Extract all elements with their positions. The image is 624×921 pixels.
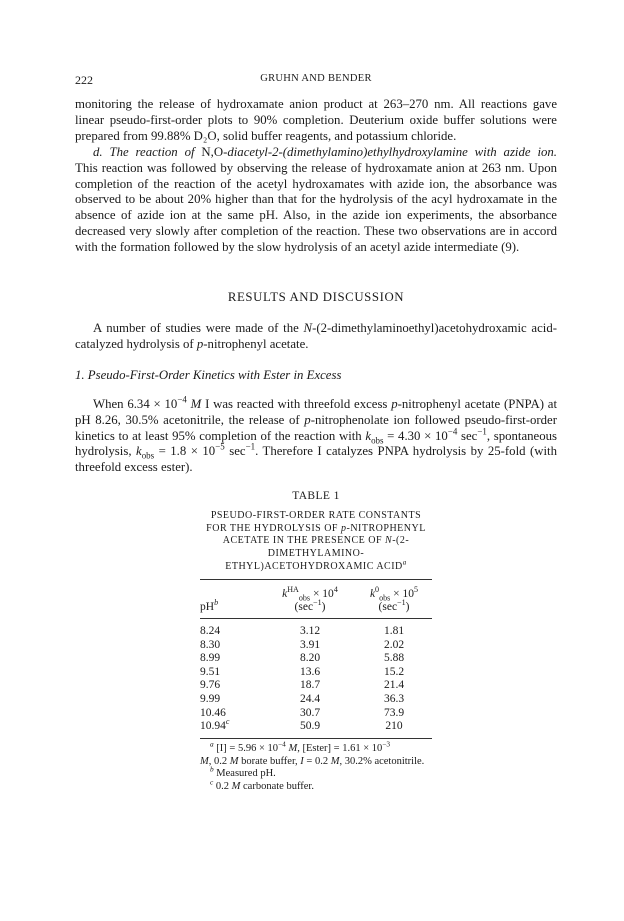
- column-header-text: pH: [200, 601, 215, 614]
- running-head: GRUHN AND BENDER: [260, 73, 372, 84]
- footnote-run: 0.2: [213, 781, 232, 793]
- footnote-run: borate buffer,: [238, 755, 301, 767]
- italic-run: p: [304, 412, 311, 427]
- table-row: [200, 717, 432, 734]
- multiplier: × 10: [310, 588, 334, 601]
- superscript: 0: [375, 585, 380, 595]
- subscript: obs: [141, 450, 155, 461]
- footnote-run: Measured pH.: [213, 768, 276, 780]
- text-run: . Therefore I catalyzes PNPA hydrolysis by 25-fold (with threefold excess ester).: [75, 444, 558, 475]
- table-title: TABLE 1: [292, 490, 340, 503]
- table-body: [200, 619, 432, 738]
- text-run: -nitrophenyl acetate.: [203, 336, 309, 351]
- cell-k0: 210: [385, 720, 403, 733]
- text-run: = 4.30 × 10: [383, 428, 448, 443]
- paragraph-intro: [75, 321, 557, 353]
- table-row: [200, 639, 432, 653]
- cell-k0: 2.02: [383, 638, 405, 651]
- cell-k0: 1.81: [383, 625, 405, 638]
- footnote-marker: c: [225, 717, 230, 727]
- paragraph-methods-end: monitoring the release of hydroxamate anion product at 263–270 nm. All reactions gave linear pseudo-first-order plots to 90% completion. Deuterium oxide buffer solutions were prepared from 99.88% D₂O, solid buffer reagents, and potassium chloride.: [75, 97, 557, 143]
- cell-ph: 8.30: [200, 638, 221, 651]
- cell-ph: 9.51: [200, 665, 221, 678]
- exponent: −3: [382, 739, 391, 749]
- cell-kha: 8.20: [299, 652, 321, 665]
- exponent: −1: [245, 442, 256, 453]
- table-row: [200, 707, 432, 721]
- italic-run: p: [196, 336, 204, 351]
- caption-run: PSEUDO-FIRST-ORDER RATE CONSTANTS FOR THE HYDROLYSIS OF: [206, 510, 422, 534]
- page-header: [75, 73, 557, 89]
- exponent: 5: [414, 585, 419, 595]
- cell-ph: 8.99: [200, 652, 221, 665]
- text-run: -nitrophenolate ion followed pseudo-first-order kinetics to at least 95% completion of the reaction with: [75, 412, 557, 443]
- cell-kha: 3.12: [299, 625, 321, 638]
- footnote-italic: M: [200, 755, 209, 767]
- table-caption: [200, 510, 432, 573]
- unit-text: ): [405, 601, 410, 614]
- footnote-run: carbonate buffer.: [240, 781, 314, 793]
- rate-constants-table: [200, 579, 432, 794]
- table-bottom-rule: [200, 738, 432, 739]
- footnote-run: , 0.2: [208, 755, 230, 767]
- exponent: −4: [177, 394, 187, 405]
- unit-text: ): [321, 601, 326, 614]
- cell-k0: 36.3: [383, 693, 405, 706]
- unit-text: (sec: [294, 601, 314, 614]
- cell-kha: 50.9: [299, 720, 321, 733]
- cell-kha: 24.4: [299, 693, 321, 706]
- cell-k0: 73.9: [383, 706, 405, 719]
- footnote-marker: c: [210, 777, 214, 787]
- cell-ph: 10.46: [200, 706, 226, 719]
- method-label: d. The reaction of: [93, 144, 202, 159]
- symbol-k: k: [369, 588, 376, 601]
- exponent: −1: [477, 426, 487, 437]
- subsection-heading: [75, 368, 557, 384]
- table-row: [200, 625, 432, 639]
- footnote-italic: M: [231, 781, 241, 793]
- superscript: HA: [287, 585, 299, 595]
- text-run: -(2-dimethylaminoethyl)acetohydroxamic acid-catalyzed hydrolysis of: [75, 320, 558, 351]
- text-run: = 1.8 × 10: [154, 444, 216, 459]
- footnote-run: , 30.2% acetonitrile.: [339, 755, 425, 767]
- column-header-symbol: [356, 585, 432, 603]
- footnote-marker: b: [210, 764, 214, 774]
- exponent: −1: [313, 598, 322, 608]
- symbol-k: k: [282, 588, 288, 601]
- caption-italic: p: [341, 522, 347, 534]
- exponent: −1: [397, 598, 406, 608]
- table-footnotes: [200, 739, 432, 794]
- footnote-b: [200, 764, 432, 781]
- caption-run: -NITROPHENYL ACETATE IN THE PRESENCE OF: [222, 522, 426, 547]
- footnote-italic: I: [300, 755, 304, 767]
- cell-kha: 18.7: [299, 679, 321, 692]
- cell-ph: 8.24: [200, 625, 221, 638]
- text-run: -nitrophenyl acetate (PNPA) at pH 8.26, 30.5% acetonitrile, the release of: [75, 396, 558, 427]
- exponent: −4: [278, 739, 286, 749]
- italic-run: N: [303, 320, 313, 335]
- caption-run: -(2-DIMETHYLAMINO-ETHYL)ACETOHYDROXAMIC ACID: [225, 535, 410, 572]
- italic-run: k: [136, 444, 142, 459]
- table-row: [200, 693, 432, 707]
- method-label-rest: -diacetyl-2-(dimethylamino)ethylhydroxylamine with azide ion.: [223, 144, 557, 159]
- text-run: sec: [224, 444, 246, 459]
- exponent: −4: [447, 426, 458, 437]
- text-run: When 6.34 × 10: [93, 396, 178, 411]
- text-run: sec: [457, 428, 478, 443]
- unit-text: (sec: [378, 601, 398, 614]
- footnote-run: [I] = 5.96 × 10: [213, 742, 279, 754]
- paragraph-azide-reaction: [75, 145, 557, 256]
- cell-kha: 3.91: [299, 638, 321, 651]
- italic-run: k: [365, 428, 372, 443]
- exponent: −5: [215, 442, 225, 453]
- cell-k0: 21.4: [383, 679, 405, 692]
- footnote-run: = 0.2: [303, 755, 331, 767]
- subsection-heading-text: 1. Pseudo-First-Order Kinetics with Ester in Excess: [75, 367, 342, 382]
- table-row: [200, 666, 432, 680]
- paragraph-kinetics: [75, 394, 558, 477]
- cell-k0: 15.2: [383, 665, 405, 678]
- article-body: [75, 97, 557, 794]
- method-body: This reaction was followed by observing the release of hydroxamate anion at 263 nm. Upon completion of the reaction of the acetyl hydroxamates with azide ion, the absorbance was observed to be about 20% higher than that for the hydrolysis of the acyl hydroxamate in the absence of azide ion at the same pH. Also, in the azide ion experiments, the absorbance decreased very slowly after completion of the reaction. These two observations are in accord with the formation followed by the slow hydrolysis of an acetyl azide intermediate (9).: [75, 160, 557, 255]
- cell-kha: 13.6: [299, 665, 321, 678]
- subscript: obs: [371, 435, 384, 446]
- column-header-kha: [264, 585, 356, 614]
- footnote-italic: M: [285, 742, 298, 754]
- subscript: obs: [298, 593, 311, 603]
- subscript: obs: [379, 593, 391, 603]
- footnote-run: , [Ester] = 1.61 × 10: [297, 742, 383, 754]
- page-number: 222: [75, 73, 93, 87]
- footnote-italic: M: [229, 755, 239, 767]
- italic-run: M: [186, 396, 202, 411]
- text-run: A number of studies were made of the: [93, 320, 304, 335]
- footnote-c: [200, 777, 432, 794]
- footnote-marker: b: [214, 598, 219, 608]
- cell-ph: 10.94: [200, 720, 226, 733]
- multiplier: × 10: [390, 588, 415, 601]
- cell-kha: 30.7: [299, 706, 321, 719]
- cell-ph: 9.99: [200, 693, 221, 706]
- column-header-symbol: [264, 585, 356, 603]
- footnote-marker: a: [402, 558, 407, 567]
- table-header-row: [200, 580, 432, 618]
- caption-italic: N: [385, 535, 393, 547]
- cell-ph: 9.76: [200, 679, 221, 692]
- table-row: [200, 652, 432, 666]
- exponent: 4: [333, 585, 338, 595]
- footnote-italic: M: [330, 755, 340, 767]
- column-header-ph: [200, 588, 264, 614]
- section-heading: RESULTS AND DISCUSSION: [227, 290, 405, 305]
- text-run: I was reacted with threefold excess: [201, 396, 392, 411]
- table-row: [200, 679, 432, 693]
- method-label-roman: N,O: [201, 144, 224, 159]
- footnote-marker: a: [210, 739, 214, 749]
- italic-run: p: [391, 396, 398, 411]
- footnote-a: [200, 739, 432, 769]
- column-header-k0: [356, 585, 432, 614]
- cell-k0: 5.88: [383, 652, 405, 665]
- text-run: , spontaneous hydrolysis,: [75, 428, 558, 459]
